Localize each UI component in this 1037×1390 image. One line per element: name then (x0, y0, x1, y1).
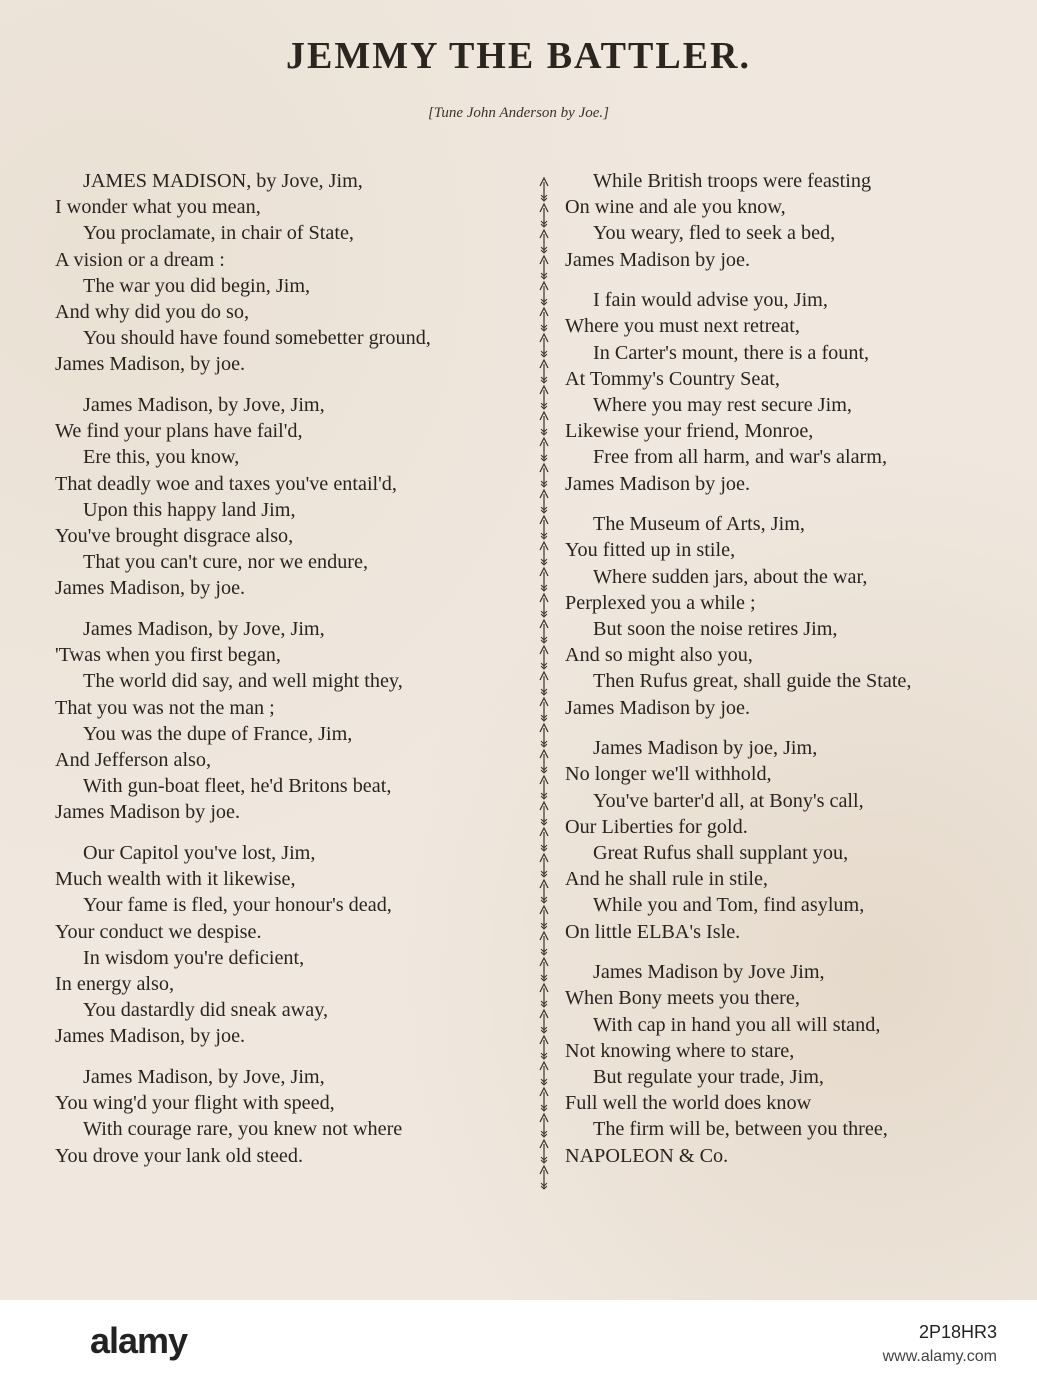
arrow-ornament (540, 1140, 548, 1163)
arrow-ornament (540, 412, 548, 435)
verse-line: James Madison by joe. (565, 472, 751, 495)
arrow-ornament (540, 646, 548, 669)
arrow-ornament (540, 932, 548, 955)
verse-line: James Madison, by joe. (55, 1025, 246, 1048)
verse-line: JAMES MADISON, by Jove, Jim, (83, 170, 363, 192)
verse-line: Likewise your friend, Monroe, (565, 420, 814, 443)
arrow-ornament (540, 334, 548, 357)
arrow-ornament (540, 724, 548, 747)
arrow-ornament (540, 594, 548, 617)
arrow-ornament (540, 1036, 548, 1059)
arrow-ornament (540, 1088, 548, 1111)
arrow-ornament (540, 308, 548, 331)
verse-line: And Jefferson also, (55, 748, 212, 771)
arrow-ornament (540, 464, 548, 487)
verse-line: The world did say, and well might they, (83, 670, 403, 693)
verse-line: When Bony meets you there, (565, 987, 800, 1010)
document-title: JEMMY THE BATTLER. (286, 35, 751, 77)
verse-line: The war you did begin, Jim, (83, 274, 311, 297)
watermark-logo: alamy (90, 1320, 188, 1361)
stanza (565, 168, 1015, 273)
verse-line: Free from all harm, and war's alarm, (593, 446, 888, 469)
verse-line: James Madison, by joe. (55, 577, 246, 600)
verse-line: That you can't cure, nor we endure, (83, 551, 369, 574)
stock-photo-footer (0, 1300, 1037, 1390)
verse-line: Upon this happy land Jim, (83, 498, 296, 521)
verse-line: Your conduct we despise. (55, 920, 262, 943)
verse-line: Much wealth with it likewise, (55, 868, 296, 891)
image-id: 2P18HR3 (918, 1322, 997, 1342)
verse-line: Not knowing where to stare, (565, 1039, 795, 1062)
verse-line: Full well the world does know (565, 1092, 812, 1115)
arrow-ornament (540, 880, 548, 903)
arrow-ornament (540, 256, 548, 279)
stanza (55, 1064, 535, 1169)
verse-line: And he shall rule in stile, (565, 868, 768, 891)
verse-line: While British troops were feasting (593, 170, 872, 192)
stanza (565, 511, 1015, 721)
arrow-ornament (540, 360, 548, 383)
verse-line: With gun-boat fleet, he'd Britons beat, (83, 775, 392, 798)
verse-line: James Madison, by Jove, Jim, (83, 618, 325, 640)
arrow-ornament (540, 906, 548, 929)
site-url: www.alamy.com (882, 1348, 997, 1365)
verse-line: Great Rufus shall supplant you, (593, 842, 849, 864)
arrow-ornament (540, 1062, 548, 1085)
verse-line: At Tommy's Country Seat, (565, 367, 780, 390)
stanza (565, 735, 1015, 945)
verse-line: With cap in hand you all will stand, (593, 1013, 881, 1036)
verse-line: Ere this, you know, (83, 446, 240, 469)
verse-line: While you and Tom, find asylum, (593, 894, 865, 917)
verse-line: I wonder what you mean, (55, 196, 261, 219)
arrow-ornament (540, 542, 548, 565)
stanza (565, 959, 1015, 1169)
arrow-ornament (540, 386, 548, 409)
verse-line: I fain would advise you, Jim, (593, 289, 828, 312)
arrow-ornament (540, 568, 548, 591)
verse-line: James Madison by joe, Jim, (593, 737, 818, 760)
verse-line: NAPOLEON & Co. (565, 1144, 729, 1167)
arrow-ornament (540, 958, 548, 981)
verse-line: The firm will be, between you three, (593, 1118, 888, 1141)
stanza (55, 168, 535, 378)
verse-line: Your fame is fled, your honour's dead, (83, 894, 392, 917)
verse-line: James Madison by joe. (55, 801, 241, 824)
verse-line: That you was not the man ; (55, 696, 275, 719)
arrow-ornament (540, 1114, 548, 1137)
arrow-ornament (540, 984, 548, 1007)
arrow-ornament (540, 204, 548, 227)
verse-line: And so might also you, (565, 644, 753, 667)
verse-line: James Madison by joe. (565, 248, 751, 271)
verse-line: You was the dupe of France, Jim, (83, 722, 353, 745)
verse-line: Our Liberties for gold. (565, 815, 748, 838)
arrow-divider (536, 176, 552, 1191)
verse-line: The Museum of Arts, Jim, (593, 513, 805, 536)
arrow-ornament (540, 230, 548, 253)
arrow-ornament (540, 828, 548, 851)
tune-note: [Tune John Anderson by Joe.] (428, 105, 609, 121)
verse-line: You wing'd your flight with speed, (55, 1092, 335, 1115)
arrow-ornament (540, 802, 548, 825)
verse-line: You fitted up in stile, (565, 539, 736, 562)
arrow-ornament (540, 672, 548, 695)
stanza (55, 616, 535, 826)
verse-line: In wisdom you're deficient, (83, 946, 305, 969)
verse-line: 'Twas when you first began, (55, 644, 281, 667)
verse-line: With courage rare, you knew not where (83, 1118, 403, 1141)
verse-line: James Madison, by joe. (55, 353, 246, 376)
arrow-ornament (540, 282, 548, 305)
verse-line: You weary, fled to seek a bed, (593, 222, 836, 245)
verse-line: On wine and ale you know, (565, 196, 786, 219)
arrow-ornament (540, 776, 548, 799)
verse-line: And why did you do so, (55, 300, 250, 323)
verse-line: We find your plans have fail'd, (55, 420, 303, 443)
verse-line: You've barter'd all, at Bony's call, (593, 789, 864, 812)
arrow-ornament (540, 516, 548, 539)
verse-line: You drove your lank old steed. (55, 1144, 304, 1167)
arrow-ornament (540, 854, 548, 877)
stanza (565, 287, 1015, 497)
verse-line: No longer we'll withhold, (565, 763, 772, 786)
verse-line: Then Rufus great, shall guide the State, (593, 670, 912, 693)
right-column (565, 168, 1015, 1183)
verse-line: In Carter's mount, there is a fount, (593, 341, 870, 364)
arrow-ornament (540, 1166, 548, 1189)
verse-line: Where you must next retreat, (565, 315, 800, 338)
verse-line: Where you may rest secure Jim, (593, 394, 852, 416)
verse-line: In energy also, (55, 972, 175, 995)
stanza (55, 840, 535, 1050)
verse-line: But regulate your trade, Jim, (593, 1066, 824, 1088)
arrow-ornament (540, 178, 548, 201)
verse-line: But soon the noise retires Jim, (593, 618, 838, 640)
verse-line: James Madison by Jove Jim, (593, 961, 825, 984)
verse-line: You dastardly did sneak away, (83, 999, 329, 1022)
arrow-ornament (540, 620, 548, 643)
verse-line: You've brought disgrace also, (55, 524, 294, 547)
arrow-ornament (540, 1010, 548, 1033)
verse-line: Our Capitol you've lost, Jim, (83, 842, 316, 864)
verse-line: Perplexed you a while ; (565, 591, 756, 614)
arrow-ornament (540, 490, 548, 513)
left-column (55, 168, 535, 1183)
verse-line: James Madison by joe. (565, 696, 751, 719)
arrow-ornament (540, 438, 548, 461)
verse-line: You should have found somebetter ground, (83, 327, 431, 350)
verse-line: Where sudden jars, about the war, (593, 565, 868, 588)
stanza (55, 392, 535, 602)
verse-line: On little ELBA's Isle. (565, 920, 741, 943)
verse-line: James Madison, by Jove, Jim, (83, 394, 325, 416)
verse-line: You proclamate, in chair of State, (83, 222, 354, 245)
verse-line: A vision or a dream : (55, 248, 225, 271)
verse-line: That deadly woe and taxes you've entail'd, (55, 472, 397, 495)
verse-line: James Madison, by Jove, Jim, (83, 1066, 325, 1088)
arrow-ornament (540, 750, 548, 773)
arrow-ornament (540, 698, 548, 721)
